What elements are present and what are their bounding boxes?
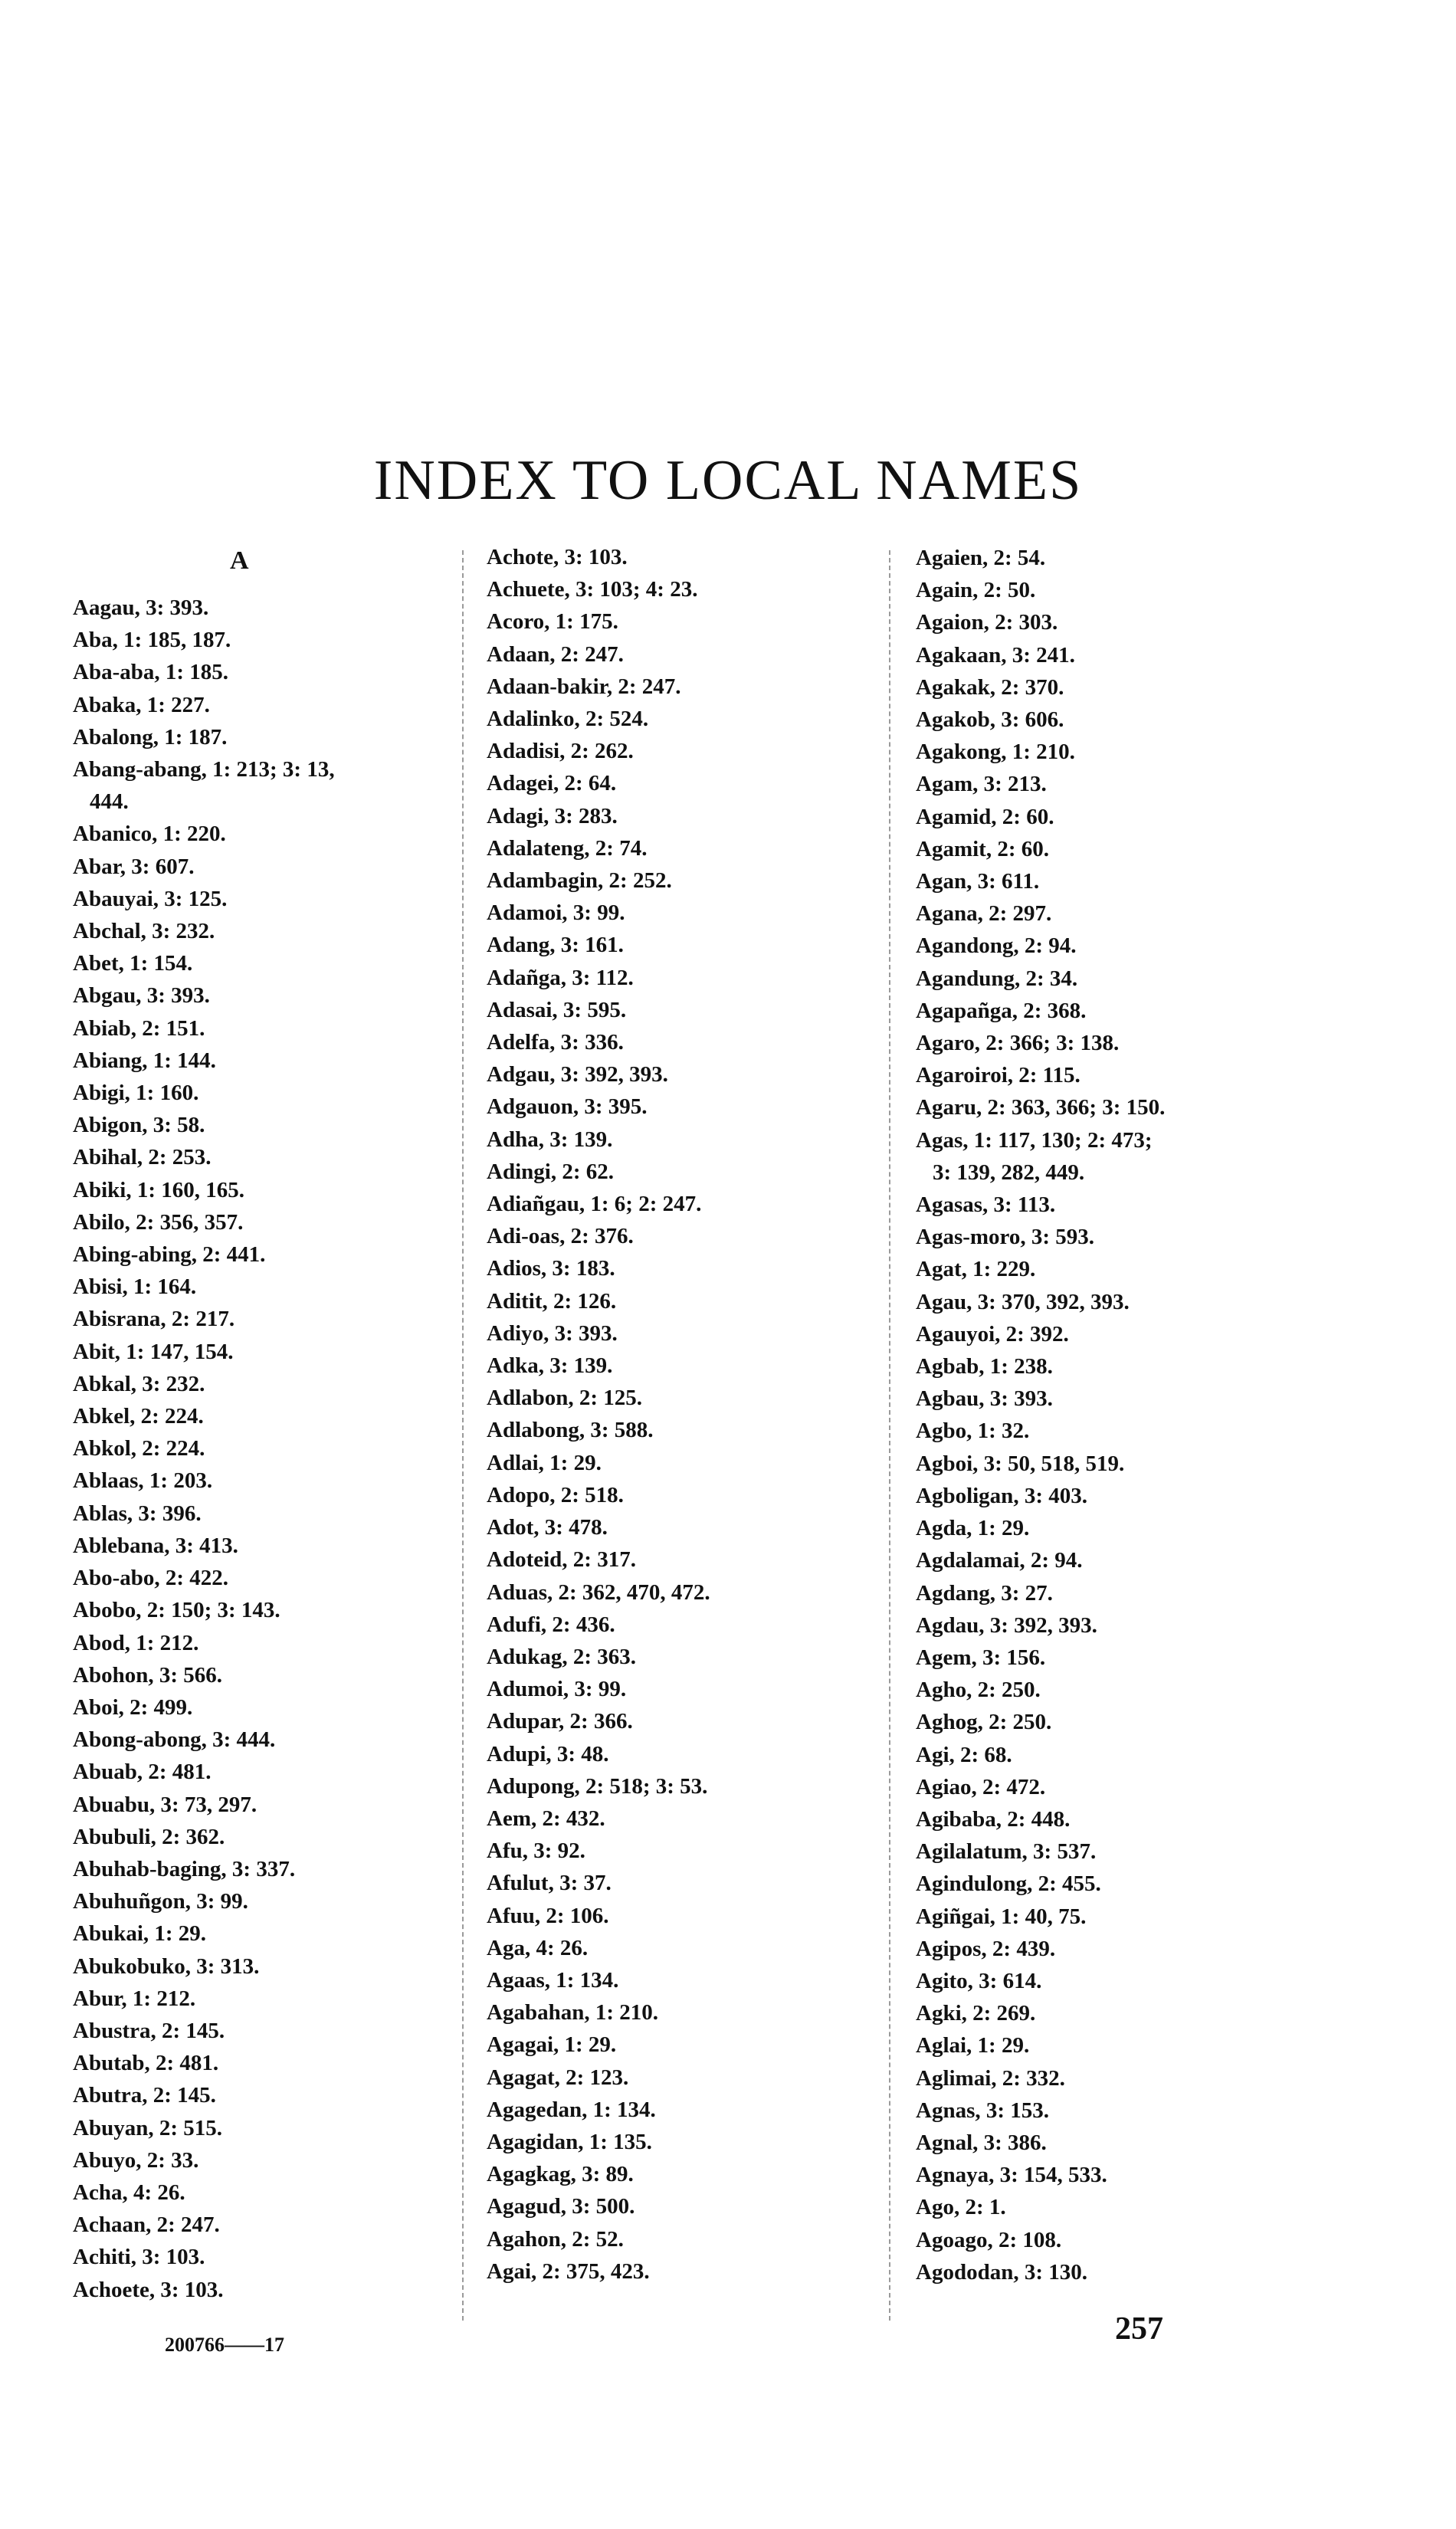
index-entry: Adingi, 2: 62.	[487, 1159, 614, 1184]
index-entry: Abar, 3: 607.	[73, 854, 195, 879]
index-entry: Adupong, 2: 518; 3: 53.	[487, 1773, 708, 1799]
index-entry: Agagkag, 3: 89.	[487, 2162, 634, 2187]
index-entry: Adumoi, 3: 99.	[487, 1677, 627, 1702]
index-entry: Adupar, 2: 366.	[487, 1709, 633, 1734]
index-entry: Abiang, 1: 144.	[73, 1048, 216, 1073]
index-entry: Afulut, 3: 37.	[487, 1871, 612, 1896]
index-entry: Agandong, 2: 94.	[916, 933, 1077, 959]
index-entry: Agau, 3: 370, 392, 393.	[916, 1289, 1130, 1314]
index-entry: Adaan, 2: 247.	[487, 641, 624, 667]
index-entry: Adiañgau, 1: 6; 2: 247.	[487, 1192, 702, 1217]
index-entry: Adlai, 1: 29.	[487, 1450, 602, 1475]
index-entry: Abalong, 1: 187.	[73, 724, 228, 750]
index-entry: Abustra, 2: 145.	[73, 2018, 225, 2043]
index-entry: Abang-abang, 1: 213; 3: 13,	[73, 757, 335, 782]
index-entry: Abukai, 1: 29.	[73, 1921, 207, 1947]
index-entry: Abigon, 3: 58.	[73, 1113, 205, 1138]
index-entry: Agandung, 2: 34.	[916, 966, 1078, 991]
index-entry: Agagud, 3: 500.	[487, 2194, 635, 2219]
index-entry: Abkel, 2: 224.	[73, 1404, 204, 1429]
index-entry: Abigi, 1: 160.	[73, 1081, 199, 1106]
index-entry: Agdalamai, 2: 94.	[916, 1548, 1083, 1573]
page-number: 257	[1115, 2311, 1163, 2347]
index-entry: Abutra, 2: 145.	[73, 2083, 216, 2108]
index-entry: Abisrana, 2: 217.	[73, 1307, 235, 1332]
index-entry: Abo-abo, 2: 422.	[73, 1566, 229, 1591]
index-entry: Abohon, 3: 566.	[73, 1662, 222, 1688]
index-entry: Agito, 3: 614.	[916, 1968, 1042, 1993]
index-entry: Adopo, 2: 518.	[487, 1482, 624, 1507]
index-entry: Agki, 2: 269.	[916, 2001, 1036, 2026]
index-entry: Adiyo, 3: 393.	[487, 1320, 618, 1346]
index-entry: Abukobuko, 3: 313.	[73, 1953, 260, 1979]
index-entry: Abubuli, 2: 362.	[73, 1824, 225, 1849]
index-entry: Adios, 3: 183.	[487, 1256, 615, 1281]
index-entry: Adi-oas, 2: 376.	[487, 1224, 634, 1249]
index-entry: Adasai, 3: 595.	[487, 997, 627, 1022]
index-entry: Abuhuñgon, 3: 99.	[73, 1889, 248, 1914]
index-entry: Agboi, 3: 50, 518, 519.	[916, 1451, 1125, 1476]
index-entry: Agagidan, 1: 135.	[487, 2129, 652, 2154]
index-entry: Agas-moro, 3: 593.	[916, 1225, 1095, 1250]
index-entry: Agaion, 2: 303.	[916, 610, 1058, 635]
index-entry: Ablaas, 1: 203.	[73, 1468, 213, 1494]
index-entry: Adambagin, 2: 252.	[487, 868, 672, 894]
index-entry: Agnas, 3: 153.	[916, 2098, 1050, 2123]
index-entry: Abit, 1: 147, 154.	[73, 1339, 234, 1364]
index-column-3	[916, 0, 1330, 2288]
index-entry: Aboi, 2: 499.	[73, 1694, 193, 1720]
index-entry: Aglimai, 2: 332.	[916, 2065, 1065, 2091]
index-entry: Adaan-bakir, 2: 247.	[487, 674, 681, 699]
index-column-1	[73, 0, 456, 2306]
index-entry: Aduas, 2: 362, 470, 472.	[487, 1579, 710, 1605]
index-entry: Abuab, 2: 481.	[73, 1760, 212, 1785]
index-entry: Adamoi, 3: 99.	[487, 900, 625, 926]
index-entry: Agakak, 2: 370.	[916, 674, 1064, 700]
index-entry: Agan, 3: 611.	[916, 869, 1040, 894]
index-entry: Agiao, 2: 472.	[916, 1774, 1046, 1799]
index-entry: Agindulong, 2: 455.	[916, 1871, 1101, 1897]
index-entry: Abur, 1: 212.	[73, 1986, 196, 2011]
index-entry: Afuu, 2: 106.	[487, 1903, 609, 1928]
index-entry: Agipos, 2: 439.	[916, 1936, 1056, 1961]
index-entry: Agbo, 1: 32.	[916, 1419, 1030, 1444]
index-entry: Adlabon, 2: 125.	[487, 1386, 643, 1411]
index-entry: Aba, 1: 185, 187.	[73, 628, 231, 653]
index-entry: Agagedan, 1: 134.	[487, 2097, 656, 2122]
index-entry: Adalinko, 2: 524.	[487, 707, 649, 732]
index-entry: Achuete, 3: 103; 4: 23.	[487, 577, 698, 602]
entry-list	[916, 542, 1330, 2288]
entry-list	[73, 592, 456, 2306]
entry-list	[487, 541, 885, 2288]
index-entry: Adelfa, 3: 336.	[487, 1030, 624, 1055]
index-entry: Abauyai, 3: 125.	[73, 886, 228, 911]
index-entry: Agakong, 1: 210.	[916, 740, 1075, 765]
index-entry: Aghog, 2: 250.	[916, 1710, 1052, 1735]
index-entry: Agai, 2: 375, 423.	[487, 2258, 650, 2284]
index-entry: Abod, 1: 212.	[73, 1630, 199, 1655]
index-entry: Adlabong, 3: 588.	[487, 1418, 654, 1443]
index-entry: Adukag, 2: 363.	[487, 1644, 636, 1669]
index-entry: Abet, 1: 154.	[73, 951, 193, 976]
index-entry: Adoteid, 2: 317.	[487, 1547, 636, 1573]
index-entry: Ago, 2: 1.	[916, 2195, 1006, 2220]
index-entry: Adha, 3: 139.	[487, 1127, 613, 1152]
index-entry: Agaien, 2: 54.	[916, 546, 1046, 570]
index-entry: Adalateng, 2: 74.	[487, 835, 648, 861]
index-entry: Agboligan, 3: 403.	[916, 1483, 1087, 1508]
index-entry: Abaka, 1: 227.	[73, 692, 210, 717]
index-entry: Adagi, 3: 283.	[487, 803, 618, 828]
index-entry: Adka, 3: 139.	[487, 1353, 613, 1379]
index-entry: Achote, 3: 103.	[487, 545, 628, 569]
page-title: INDEX TO LOCAL NAMES	[373, 449, 1083, 512]
index-entry: Again, 2: 50.	[916, 578, 1036, 603]
index-entry: Agamid, 2: 60.	[916, 804, 1054, 829]
index-entry: Agoago, 2: 108.	[916, 2227, 1062, 2252]
index-entry: Aga, 4: 26.	[487, 1935, 589, 1960]
index-entry: Aagau, 3: 393.	[73, 595, 209, 620]
index-entry: Afu, 3: 92.	[487, 1839, 585, 1864]
index-entry: Adot, 3: 478.	[487, 1515, 608, 1540]
index-entry: Agat, 1: 229.	[916, 1257, 1036, 1282]
index-entry: Aba-aba, 1: 185.	[73, 660, 229, 685]
index-entry: Agnaya, 3: 154, 533.	[916, 2163, 1107, 2188]
index-entry: Adañga, 3: 112.	[487, 965, 634, 990]
index-entry: Abuhab-baging, 3: 337.	[73, 1856, 296, 1881]
index-entry: Agbau, 3: 393.	[916, 1386, 1053, 1412]
index-entry: Agdau, 3: 392, 393.	[916, 1612, 1097, 1638]
index-entry: Aem, 2: 432.	[487, 1806, 605, 1831]
index-entry: Agi, 2: 68.	[916, 1742, 1012, 1767]
index-entry: Abobo, 2: 150; 3: 143.	[73, 1598, 280, 1623]
index-entry: Agda, 1: 29.	[916, 1516, 1030, 1541]
index-entry: Adgau, 3: 392, 393.	[487, 1062, 668, 1087]
index-entry: Abing-abing, 2: 441.	[73, 1242, 266, 1268]
index-entry: Agakob, 3: 606.	[916, 707, 1064, 733]
index-entry: Agdang, 3: 27.	[916, 1580, 1053, 1606]
index-entry: 444.	[90, 789, 129, 815]
index-entry: Agibaba, 2: 448.	[916, 1806, 1071, 1832]
index-entry: Achoete, 3: 103.	[73, 2277, 224, 2302]
index-column-2	[487, 0, 885, 2288]
index-entry: Agamit, 2: 60.	[916, 836, 1049, 861]
index-entry: Agiñgai, 1: 40, 75.	[916, 1904, 1087, 1929]
index-entry: Agakaan, 3: 241.	[916, 642, 1075, 668]
index-entry: Agbab, 1: 238.	[916, 1354, 1053, 1379]
index-entry: Agasas, 3: 113.	[916, 1192, 1056, 1218]
index-entry: Abihal, 2: 253.	[73, 1145, 212, 1170]
index-entry: Aditit, 2: 126.	[487, 1288, 617, 1314]
column-divider	[462, 550, 464, 2321]
index-entry: Agana, 2: 297.	[916, 901, 1052, 927]
index-entry: Adufi, 2: 436.	[487, 1612, 615, 1637]
index-entry: Achaan, 2: 247.	[73, 2212, 220, 2238]
index-entry: Adgauon, 3: 395.	[487, 1094, 648, 1120]
index-entry: Abiab, 2: 151.	[73, 1015, 205, 1041]
index-entry: Abkol, 2: 224.	[73, 1436, 205, 1461]
index-entry: Aglai, 1: 29.	[916, 2033, 1030, 2058]
index-entry: Acha, 4: 26.	[73, 2180, 185, 2205]
index-entry: Agauyoi, 2: 392.	[916, 1321, 1069, 1347]
section-letter: A	[230, 546, 249, 575]
index-entry: Abchal, 3: 232.	[73, 919, 215, 944]
index-entry: Agapañga, 2: 368.	[916, 998, 1087, 1023]
index-entry: Agaro, 2: 366; 3: 138.	[916, 1031, 1120, 1056]
index-entry: Adang, 3: 161.	[487, 933, 624, 958]
index-entry: Abkal, 3: 232.	[73, 1371, 205, 1396]
index-entry: Agam, 3: 213.	[916, 772, 1047, 797]
index-entry: Abuyan, 2: 515.	[73, 2115, 222, 2140]
index-entry: Agaroiroi, 2: 115.	[916, 1063, 1081, 1088]
index-entry: 3: 139, 282, 449.	[933, 1160, 1085, 1185]
index-entry: Agododan, 3: 130.	[916, 2259, 1087, 2285]
index-entry: Agas, 1: 117, 130; 2: 473;	[916, 1127, 1153, 1153]
index-entry: Adupi, 3: 48.	[487, 1741, 609, 1766]
index-entry: Achiti, 3: 103.	[73, 2245, 205, 2270]
index-entry: Acoro, 1: 175.	[487, 609, 618, 635]
index-entry: Agaru, 2: 363, 366; 3: 150.	[916, 1095, 1166, 1120]
index-entry: Abilo, 2: 356, 357.	[73, 1209, 244, 1235]
index-entry: Abutab, 2: 481.	[73, 2051, 219, 2076]
index-entry: Agabahan, 1: 210.	[487, 2000, 658, 2025]
index-entry: Ablas, 3: 396.	[73, 1501, 202, 1526]
index-entry: Agagat, 2: 123.	[487, 2065, 629, 2090]
index-entry: Abong-abong, 3: 444.	[73, 1727, 276, 1753]
index-entry: Agem, 3: 156.	[916, 1645, 1046, 1670]
index-entry: Abgau, 3: 393.	[73, 983, 210, 1009]
index-entry: Agahon, 2: 52.	[487, 2226, 624, 2252]
index-entry: Agnal, 3: 386.	[916, 2130, 1047, 2155]
index-entry: Agho, 2: 250.	[916, 1678, 1041, 1703]
index-entry: Abuyo, 2: 33.	[73, 2147, 199, 2173]
column-divider	[889, 550, 890, 2321]
index-entry: Abiki, 1: 160, 165.	[73, 1177, 244, 1202]
index-entry: Abisi, 1: 164.	[73, 1274, 197, 1300]
index-entry: Adagei, 2: 64.	[487, 771, 617, 796]
index-entry: Agaas, 1: 134.	[487, 1967, 619, 1993]
index-entry: Agagai, 1: 29.	[487, 2032, 617, 2058]
index-entry: Agilalatum, 3: 537.	[916, 1839, 1097, 1865]
footer-code: 200766——17	[165, 2334, 284, 2356]
index-entry: Abanico, 1: 220.	[73, 822, 226, 847]
index-entry: Abuabu, 3: 73, 297.	[73, 1792, 257, 1817]
index-entry: Ablebana, 3: 413.	[73, 1533, 238, 1558]
index-entry: Adadisi, 2: 262.	[487, 739, 634, 764]
